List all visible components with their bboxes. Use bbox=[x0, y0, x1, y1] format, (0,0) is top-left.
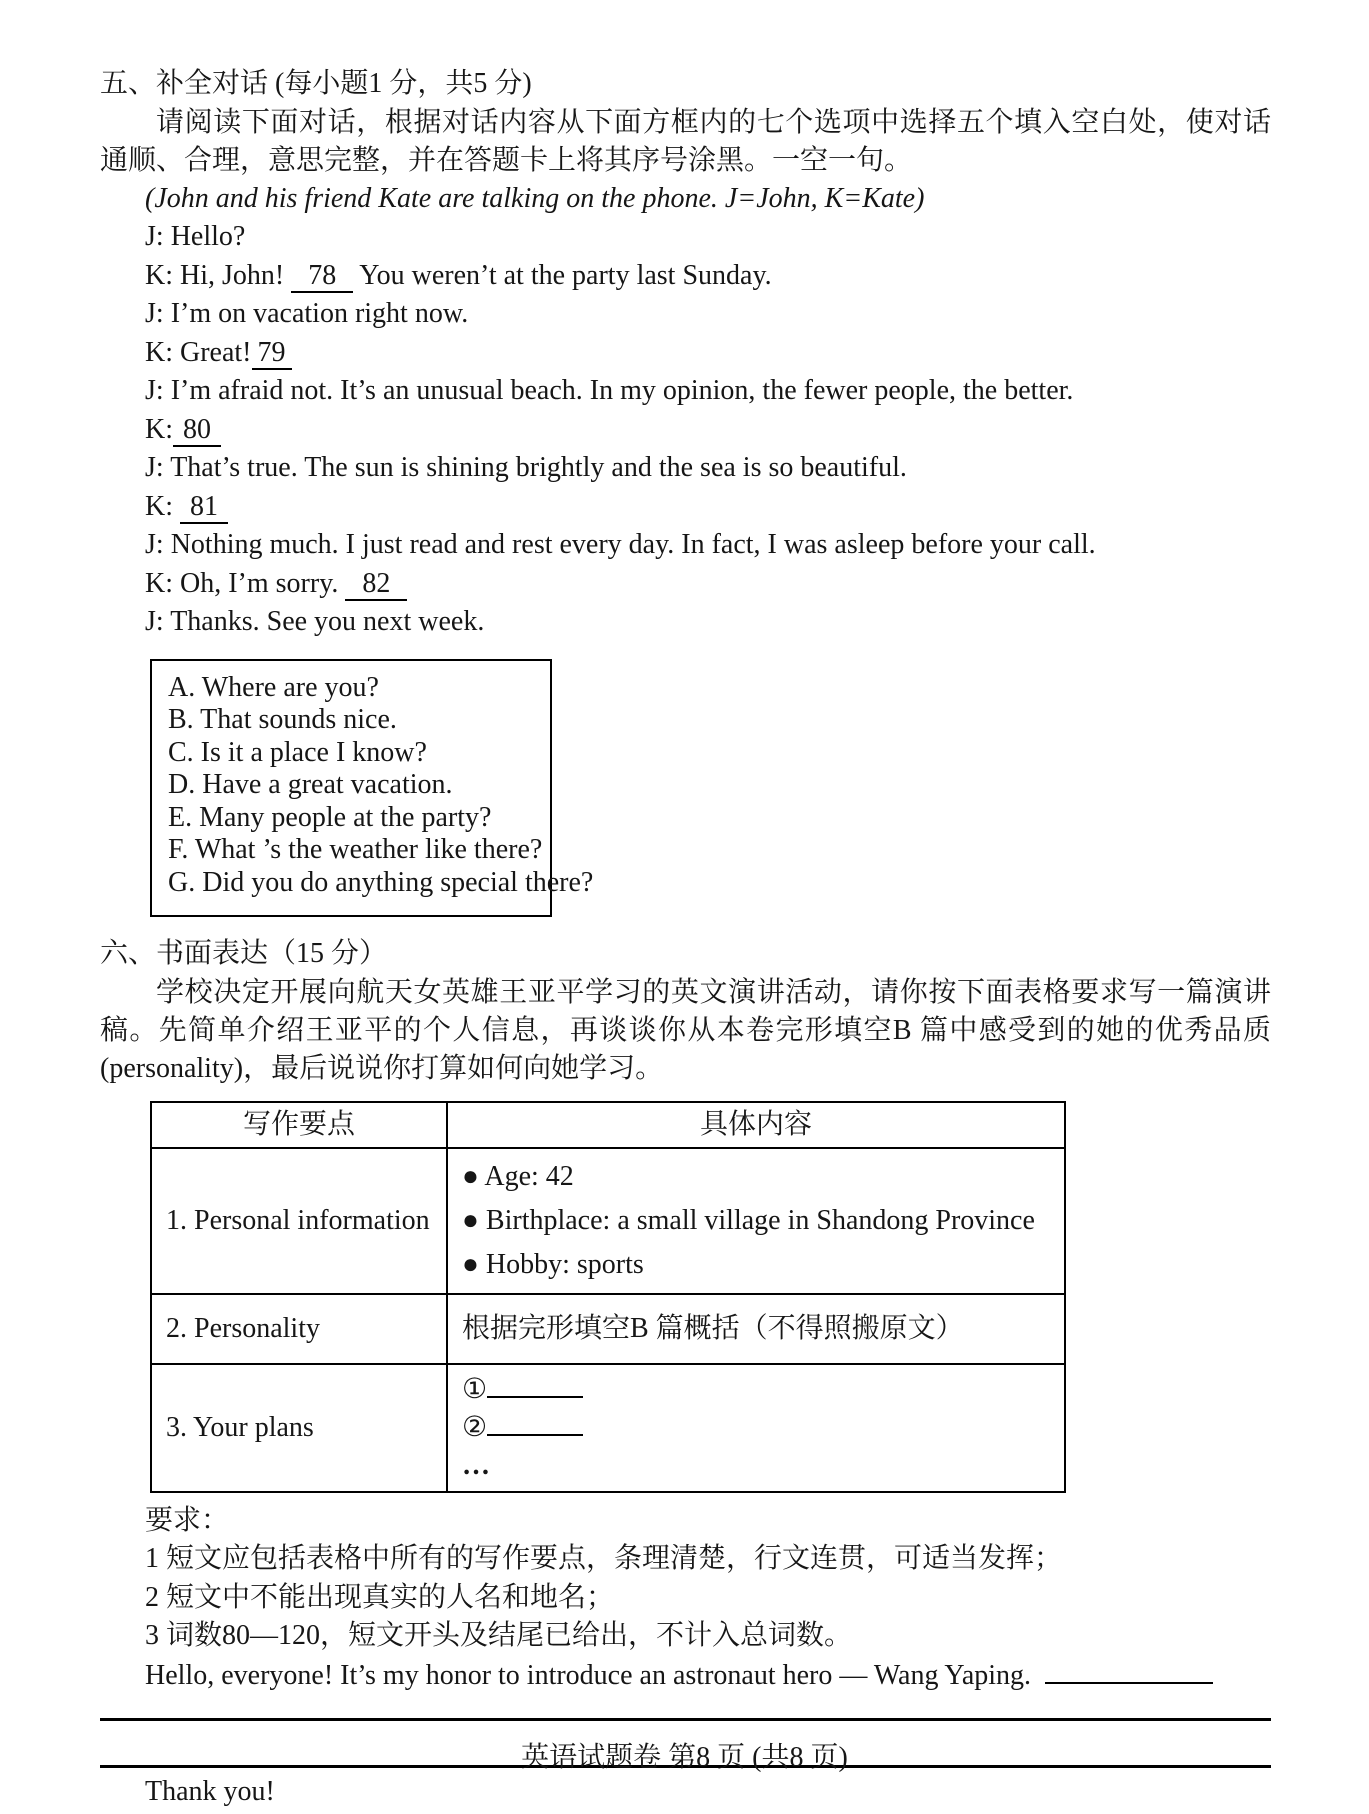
requirements bbox=[145, 1502, 1271, 1656]
dialogue-text: Hi, John! bbox=[180, 259, 285, 291]
section6-intro: 学校决定开展向航天女英雄王亚平学习的英文演讲活动，请你按下面表格要求写一篇演讲稿。先简单介绍王亚平的个人信息，再谈谈你从本卷完形填空B 篇中感受到的她的优秀品质 (personality)，最后说说你打算如何向她学习。 bbox=[100, 976, 1271, 1084]
option-a: A. Where are you? bbox=[168, 671, 379, 703]
section5-intro: 请阅读下面对话，根据对话内容从下面方框内的七个选项中选择五个填入空白处，使对话通顺、合理，意思完整，并在答题卡上将其序号涂黑。一空一句。 bbox=[100, 107, 1271, 176]
writing-points-table bbox=[150, 1101, 1066, 1493]
options-box bbox=[150, 659, 594, 917]
page-footer: 英语试题卷 第8 页 (共8 页) bbox=[521, 1742, 848, 1773]
section5-heading: 五、补全对话 (每小题1 分，共5 分) bbox=[100, 68, 532, 99]
circled-2: ② bbox=[462, 1411, 488, 1443]
requirements-label: 要求： bbox=[145, 1504, 230, 1536]
details-your-plans bbox=[447, 1364, 1065, 1492]
speaker: K: bbox=[145, 490, 173, 522]
dialogue-line bbox=[145, 411, 1271, 450]
dialogue-line bbox=[145, 526, 1271, 565]
dialogue bbox=[100, 218, 1271, 642]
dialogue-line bbox=[145, 218, 1271, 257]
opening-text: Hello, everyone! It’s my honor to introduce an astronaut hero — Wang Yaping. bbox=[145, 1659, 1032, 1691]
dialogue-text: Great! bbox=[180, 336, 252, 368]
detail-age: ● Age: 42 bbox=[462, 1160, 574, 1192]
blank-fill-line bbox=[487, 1372, 583, 1398]
ellipsis: … bbox=[462, 1449, 492, 1481]
option-e: E. Many people at the party? bbox=[168, 801, 492, 833]
stage-direction: (John and his friend Kate are talking on the phone. J=John, K=Kate) bbox=[145, 183, 925, 214]
blank-fill-line bbox=[487, 1410, 583, 1436]
header-details: 具体内容 bbox=[447, 1102, 1065, 1148]
answer-blank-80: 80 bbox=[173, 415, 221, 447]
option-d: D. Have a great vacation. bbox=[168, 769, 453, 801]
writing-rule-line bbox=[100, 1718, 1271, 1721]
dialogue-line bbox=[145, 449, 1271, 488]
opening-blank-line bbox=[1045, 1662, 1213, 1684]
speaker: J: bbox=[145, 375, 164, 406]
dialogue-text: Nothing much. I just read and rest every day. In fact, I was asleep before your call. bbox=[170, 529, 1096, 560]
table-row bbox=[151, 1364, 1065, 1492]
requirement-3: 3 词数80—120，短文开头及结尾已给出，不计入总词数。 bbox=[145, 1620, 853, 1652]
section6-heading: 六、书面表达（15 分） bbox=[100, 937, 388, 969]
speaker: K: bbox=[145, 567, 173, 599]
option-g: G. Did you do anything special there? bbox=[168, 867, 594, 899]
dialogue-line bbox=[145, 334, 1271, 373]
dialogue-text: Oh, I’m sorry. bbox=[180, 567, 339, 599]
dialogue-line bbox=[145, 257, 1271, 296]
speaker: J: bbox=[145, 298, 164, 329]
table-header-row bbox=[151, 1102, 1065, 1148]
point-personal-info: 1. Personal information bbox=[151, 1148, 447, 1294]
header-writing-points: 写作要点 bbox=[151, 1102, 447, 1148]
dialogue-line bbox=[145, 488, 1271, 527]
table-row bbox=[151, 1294, 1065, 1364]
point-your-plans: 3. Your plans bbox=[151, 1364, 447, 1492]
answer-blank-78: 78 bbox=[291, 261, 353, 293]
dialogue-text: I’m on vacation right now. bbox=[170, 298, 469, 329]
dialogue-line bbox=[145, 603, 1271, 642]
dialogue-line bbox=[145, 372, 1271, 411]
answer-blank-81: 81 bbox=[180, 492, 228, 524]
dialogue-text: Thanks. See you next week. bbox=[170, 606, 485, 637]
dialogue-text: That’s true. The sun is shining brightly and the sea is so beautiful. bbox=[170, 452, 907, 483]
requirement-1: 1 短文应包括表格中所有的写作要点，条理清楚，行文连贯，可适当发挥； bbox=[145, 1543, 1063, 1575]
detail-birthplace: ● Birthplace: a small village in Shandong Province bbox=[462, 1204, 1035, 1236]
speaker: J: bbox=[145, 221, 164, 252]
detail-personality-note: 根据完形填空B 篇概括（不得照搬原文） bbox=[462, 1312, 964, 1344]
option-b: B. That sounds nice. bbox=[168, 704, 397, 736]
plan-line-1 bbox=[462, 1371, 1060, 1409]
details-personal-info bbox=[447, 1148, 1065, 1294]
option-c: C. Is it a place I know? bbox=[168, 736, 427, 768]
detail-hobby: ● Hobby: sports bbox=[462, 1248, 644, 1280]
speaker: K: bbox=[145, 336, 173, 368]
dialogue-line bbox=[145, 295, 1271, 334]
essay-opening bbox=[145, 1656, 1271, 1696]
speaker: K: bbox=[145, 259, 173, 291]
details-personality bbox=[447, 1294, 1065, 1364]
dialogue-text: I’m afraid not. It’s an unusual beach. In my opinion, the fewer people, the better. bbox=[170, 375, 1074, 406]
speaker: J: bbox=[145, 452, 164, 483]
plan-line-2 bbox=[462, 1409, 1060, 1447]
option-f: F. What ’s the weather like there? bbox=[168, 834, 543, 866]
speaker: J: bbox=[145, 606, 164, 637]
dialogue-text: Hello? bbox=[170, 221, 246, 252]
dialogue-line bbox=[145, 565, 1271, 604]
dialogue-text: You weren’t at the party last Sunday. bbox=[359, 259, 772, 291]
answer-blank-82: 82 bbox=[345, 569, 407, 601]
speaker: J: bbox=[145, 529, 164, 560]
answer-blank-79: 79 bbox=[252, 338, 292, 370]
requirement-2: 2 短文中不能出现真实的人名和地名； bbox=[145, 1581, 615, 1613]
point-personality: 2. Personality bbox=[151, 1294, 447, 1364]
circled-1: ① bbox=[462, 1373, 488, 1405]
essay-closing: Thank you! bbox=[145, 1775, 275, 1807]
table-row bbox=[151, 1148, 1065, 1294]
speaker: K: bbox=[145, 413, 173, 445]
